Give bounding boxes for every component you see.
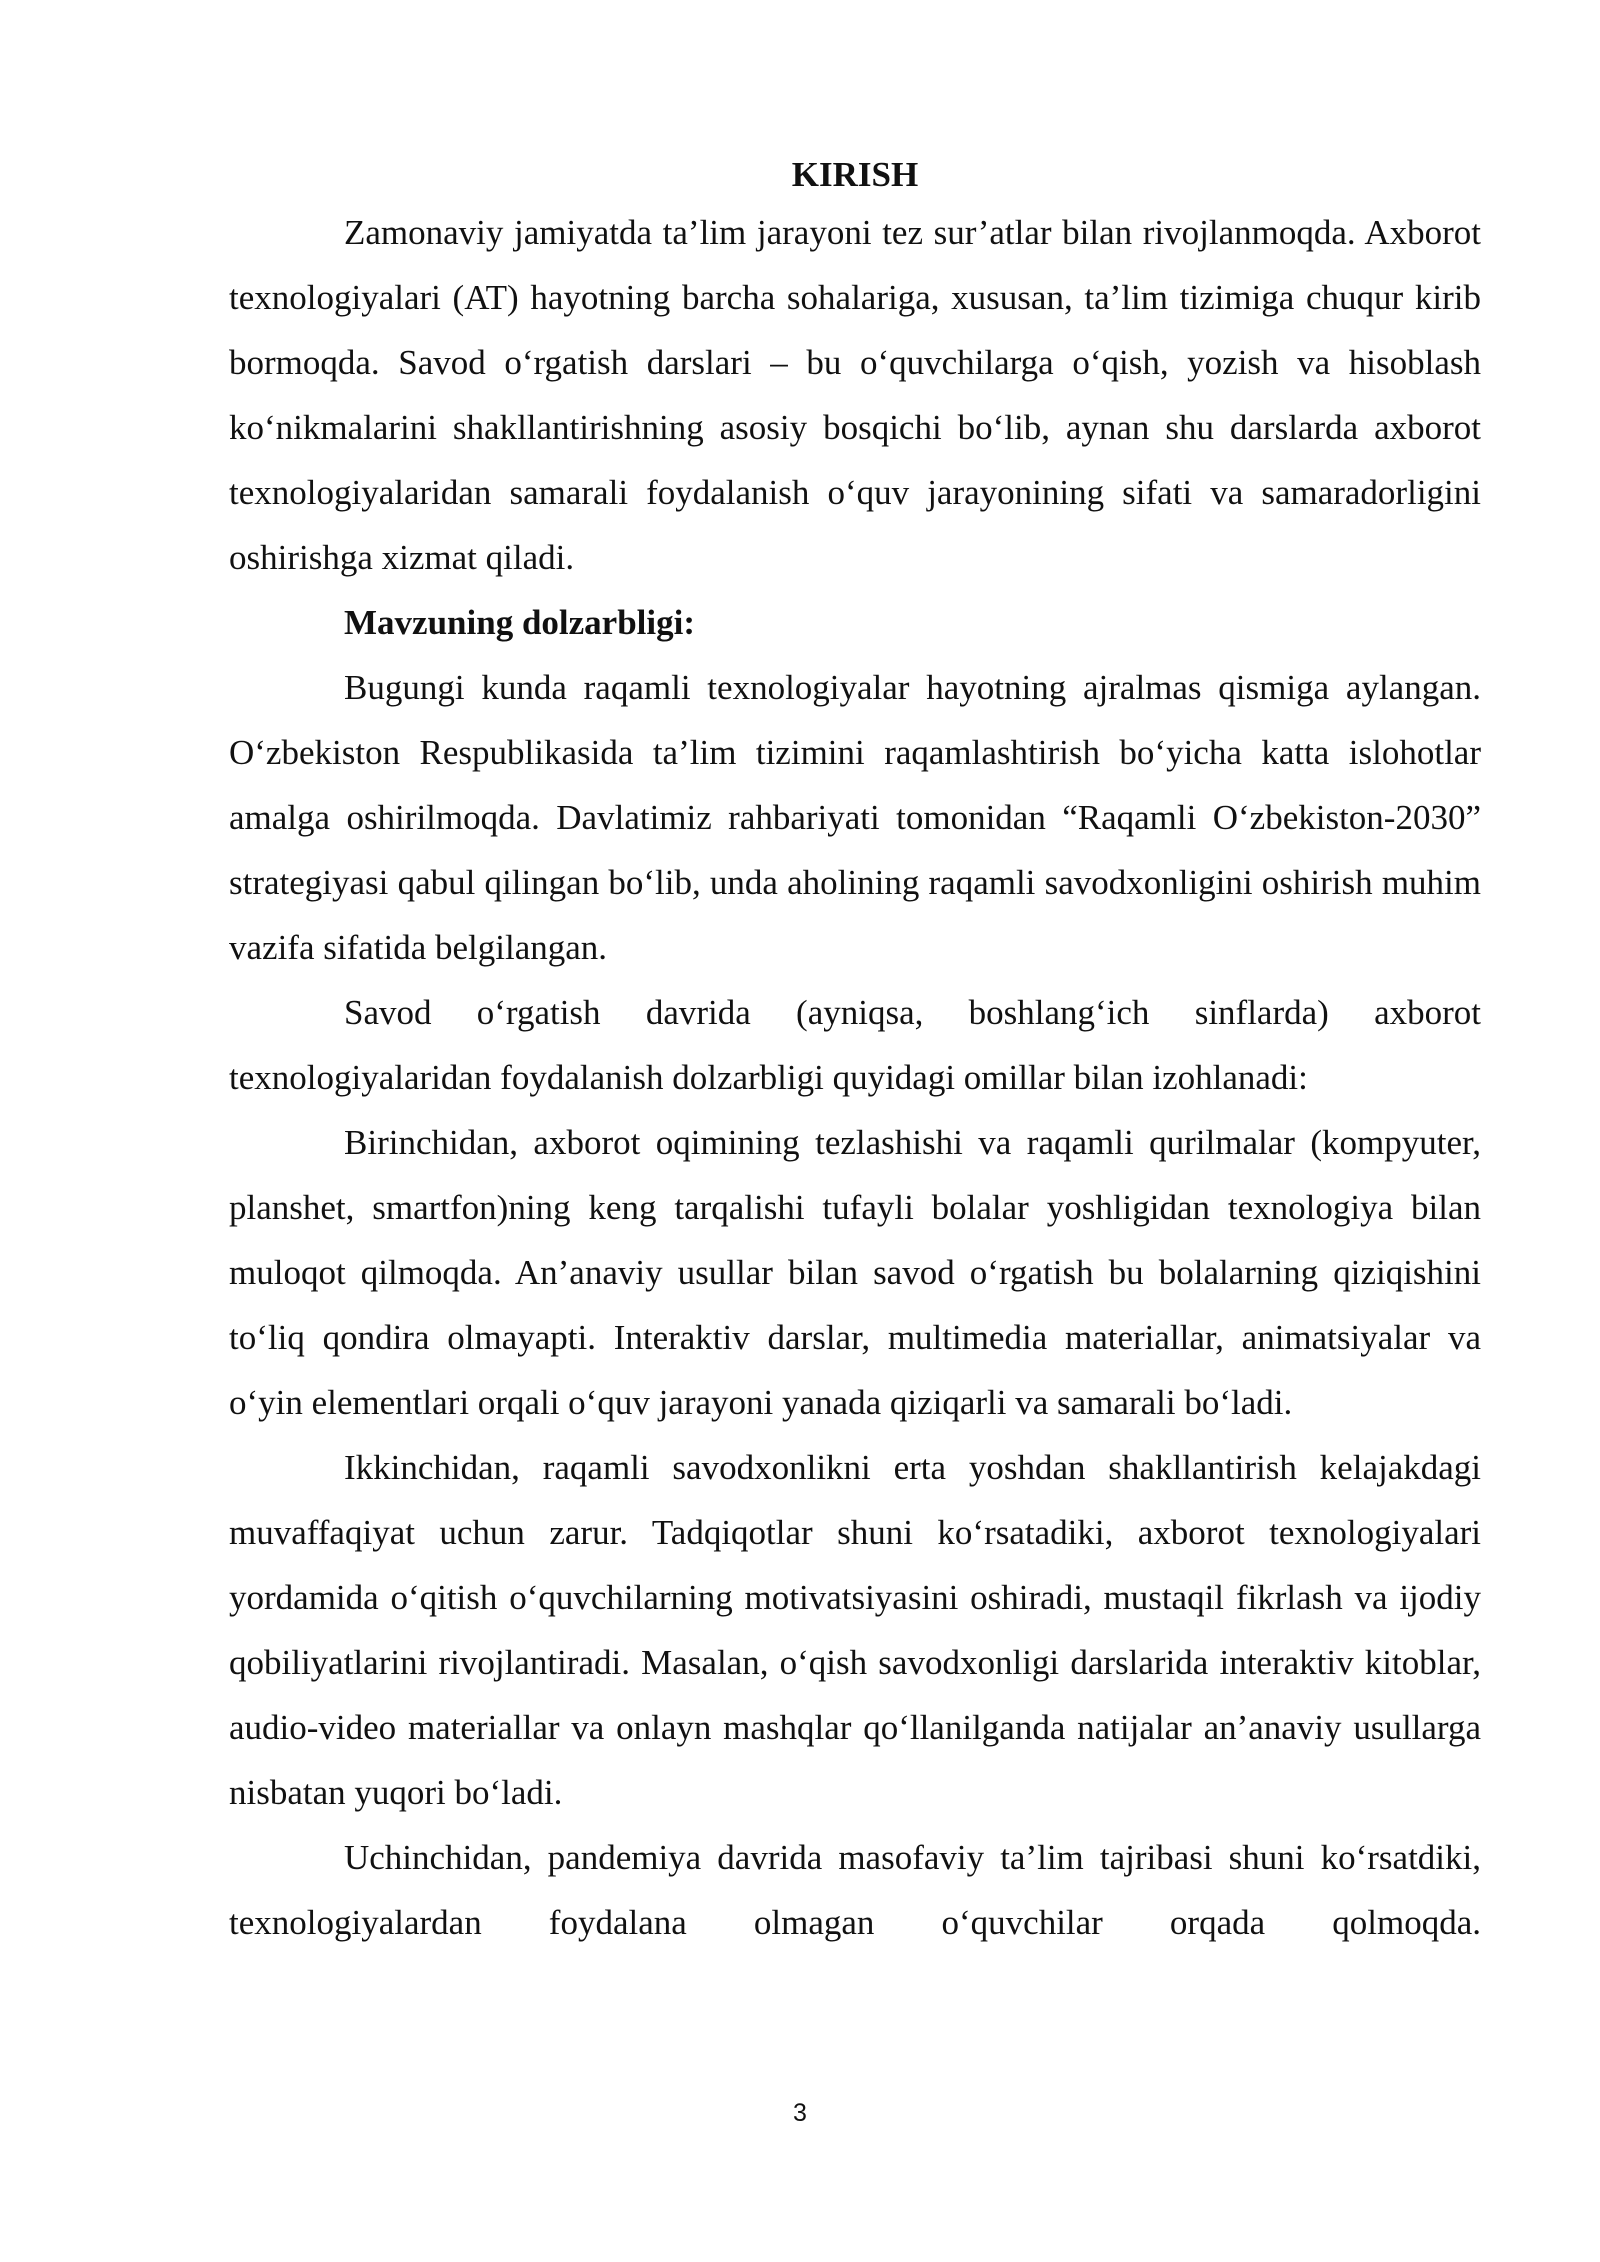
paragraph-second: Ikkinchidan, raqamli savodxonlikni erta yoshdan shakllantirish kelajakdagi muvaffaqiyat uchun zarur. Tadqiqotlar shuni ko‘rsatadiki, axborot texnologiyalari yordamida o‘qitish o‘quvchilarning motivatsiyasini oshiradi, mustaqil fikrlash va ijodiy qobiliyatlarini rivojlantiradi. Masalan, o‘qish savodxonligi darslarida interaktiv kitoblar, audio-video materiallar va onlayn mashqlar qo‘llanilganda natijalar an’anaviy usullarga nisbatan yuqori bo‘ladi. [229, 1448, 1481, 1812]
paragraph-factors: Savod o‘rgatish davrida (ayniqsa, boshlang‘ich sinflarda) axborot texnologiyalaridan foydalanish dolzarbligi quyidagi omillar bilan izohlanadi: [229, 993, 1481, 1097]
document-body [229, 150, 1481, 1955]
paragraph-third: Uchinchidan, pandemiya davrida masofaviy ta’lim tajribasi shuni ko‘rsatdiki, texnologiyalardan foydalana olmagan o‘quvchilar orqada qolmoqda. [229, 1838, 1481, 1942]
subsection-heading: Mavzuning dolzarbligi: [344, 603, 695, 642]
paragraph-first: Birinchidan, axborot oqimining tezlashishi va raqamli qurilmalar (kompyuter, planshet, smartfon)ning keng tarqalishi tufayli bolalar yoshligidan texnologiya bilan muloqot qilmoqda. An’anaviy usullar bilan savod o‘rgatish bu bolalarning qiziqishini to‘liq qondira olmayapti. Interaktiv darslar, multimedia materiallar, animatsiyalar va o‘yin elementlari orqali o‘quv jarayoni yanada qiziqarli va samarali bo‘ladi. [229, 1123, 1481, 1422]
paragraph-relevance: Bugungi kunda raqamli texnologiyalar hayotning ajralmas qismiga aylangan. O‘zbekiston Respublikasida ta’lim tizimini raqamlashtirish bo‘yicha katta islohotlar amalga oshirilmoqda. Davlatimiz rahbariyati tomonidan “Raqamli O‘zbekiston-2030” strategiyasi qabul qilingan bo‘lib, unda aholining raqamli savodxonligini oshirish muhim vazifa sifatida belgilangan. [229, 668, 1481, 967]
section-heading: KIRISH [791, 155, 919, 194]
intro-paragraph: Zamonaviy jamiyatda ta’lim jarayoni tez sur’atlar bilan rivojlanmoqda. Axborot texnologiyalari (AT) hayotning barcha sohalariga, xususan, ta’lim tizimiga chuqur kirib bormoqda. Savod o‘rgatish darslari – bu o‘quvchilarga o‘qish, yozish va hisoblash ko‘nikmalarini shakllantirishning asosiy bosqichi bo‘lib, aynan shu darslarda axborot texnologiyalaridan samarali foydalanish o‘quv jarayonining sifati va samaradorligini oshirishga xizmat qiladi. [229, 213, 1481, 577]
page-number: 3 [793, 2099, 807, 2127]
